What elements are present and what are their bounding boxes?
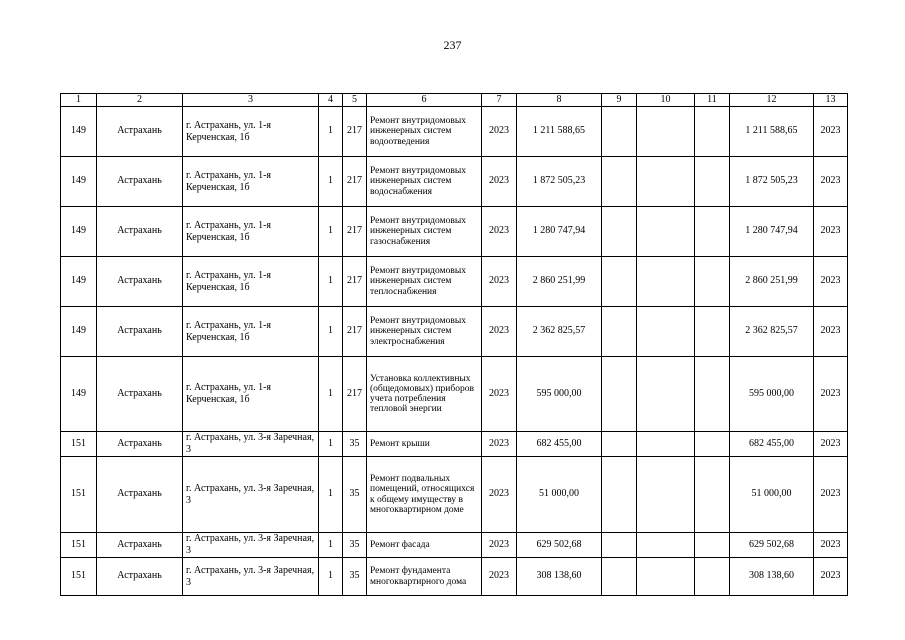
col-11-value-cell [695, 107, 730, 157]
cost-cell: 1 280 747,94 [517, 207, 602, 257]
col-11-value-cell [695, 533, 730, 558]
work-type-cell: Ремонт внутридомовых инженерных систем газоснабжения [367, 207, 482, 257]
year-cell: 2023 [482, 207, 517, 257]
col-4-value-cell: 1 [319, 207, 343, 257]
year-cell: 2023 [482, 558, 517, 596]
table-row [61, 257, 848, 307]
completion-year-cell: 2023 [814, 257, 848, 307]
col-9-value-cell [602, 107, 637, 157]
cost-cell: 2 860 251,99 [517, 257, 602, 307]
completion-year-cell: 2023 [814, 533, 848, 558]
col-4-value-cell: 1 [319, 157, 343, 207]
municipality-cell: Астрахань [97, 533, 183, 558]
address-cell: г. Астрахань, ул. 1-я Керченская, 1б [183, 257, 319, 307]
completion-year-cell: 2023 [814, 457, 848, 533]
municipality-cell: Астрахань [97, 357, 183, 432]
work-type-cell: Ремонт внутридомовых инженерных систем теплоснабжения [367, 257, 482, 307]
col-header: 3 [183, 94, 319, 107]
work-type-cell: Ремонт внутридомовых инженерных систем электроснабжения [367, 307, 482, 357]
year-cell: 2023 [482, 357, 517, 432]
completion-year-cell: 2023 [814, 157, 848, 207]
address-cell: г. Астрахань, ул. 1-я Керченская, 1б [183, 157, 319, 207]
row-number-cell: 149 [61, 257, 97, 307]
col-10-value-cell [637, 357, 695, 432]
address-cell: г. Астрахань, ул. 1-я Керченская, 1б [183, 307, 319, 357]
cost-cell: 1 211 588,65 [517, 107, 602, 157]
col-9-value-cell [602, 307, 637, 357]
col-9-value-cell [602, 257, 637, 307]
row-number-cell: 149 [61, 307, 97, 357]
cost-total-cell: 1 211 588,65 [730, 107, 814, 157]
cost-total-cell: 1 280 747,94 [730, 207, 814, 257]
municipality-cell: Астрахань [97, 107, 183, 157]
cost-total-cell: 682 455,00 [730, 432, 814, 457]
cost-cell: 595 000,00 [517, 357, 602, 432]
col-header: 12 [730, 94, 814, 107]
col-header: 4 [319, 94, 343, 107]
completion-year-cell: 2023 [814, 357, 848, 432]
completion-year-cell: 2023 [814, 107, 848, 157]
row-number-cell: 149 [61, 157, 97, 207]
address-cell: г. Астрахань, ул. 1-я Керченская, 1б [183, 207, 319, 257]
cost-cell: 1 872 505,23 [517, 157, 602, 207]
col-9-value-cell [602, 558, 637, 596]
col-10-value-cell [637, 207, 695, 257]
completion-year-cell: 2023 [814, 307, 848, 357]
table-row [61, 207, 848, 257]
work-type-cell: Ремонт фундамента многоквартирного дома [367, 558, 482, 596]
col-9-value-cell [602, 457, 637, 533]
col-header: 7 [482, 94, 517, 107]
col-header: 9 [602, 94, 637, 107]
cost-total-cell: 1 872 505,23 [730, 157, 814, 207]
col-5-value-cell: 217 [343, 307, 367, 357]
municipality-cell: Астрахань [97, 207, 183, 257]
table-row [61, 157, 848, 207]
year-cell: 2023 [482, 457, 517, 533]
work-type-cell: Ремонт фасада [367, 533, 482, 558]
municipality-cell: Астрахань [97, 307, 183, 357]
col-4-value-cell: 1 [319, 432, 343, 457]
table-row [61, 357, 848, 432]
col-5-value-cell: 35 [343, 533, 367, 558]
col-10-value-cell [637, 457, 695, 533]
col-10-value-cell [637, 107, 695, 157]
col-header: 2 [97, 94, 183, 107]
address-cell: г. Астрахань, ул. 3-я Заречная, 3 [183, 432, 319, 457]
col-11-value-cell [695, 157, 730, 207]
col-5-value-cell: 217 [343, 207, 367, 257]
col-header: 6 [367, 94, 482, 107]
col-5-value-cell: 217 [343, 157, 367, 207]
cost-total-cell: 629 502,68 [730, 533, 814, 558]
municipality-cell: Астрахань [97, 558, 183, 596]
col-9-value-cell [602, 432, 637, 457]
cost-total-cell: 2 860 251,99 [730, 257, 814, 307]
municipality-cell: Астрахань [97, 457, 183, 533]
address-cell: г. Астрахань, ул. 3-я Заречная, 3 [183, 558, 319, 596]
address-cell: г. Астрахань, ул. 1-я Керченская, 1б [183, 107, 319, 157]
col-4-value-cell: 1 [319, 357, 343, 432]
col-11-value-cell [695, 457, 730, 533]
col-11-value-cell [695, 357, 730, 432]
row-number-cell: 149 [61, 207, 97, 257]
work-type-cell: Ремонт крыши [367, 432, 482, 457]
col-5-value-cell: 35 [343, 432, 367, 457]
table-row [61, 533, 848, 558]
cost-cell: 51 000,00 [517, 457, 602, 533]
col-11-value-cell [695, 432, 730, 457]
address-cell: г. Астрахань, ул. 3-я Заречная, 3 [183, 457, 319, 533]
col-4-value-cell: 1 [319, 307, 343, 357]
cost-cell: 682 455,00 [517, 432, 602, 457]
cost-total-cell: 51 000,00 [730, 457, 814, 533]
col-5-value-cell: 217 [343, 107, 367, 157]
col-4-value-cell: 1 [319, 558, 343, 596]
completion-year-cell: 2023 [814, 432, 848, 457]
completion-year-cell: 2023 [814, 207, 848, 257]
col-10-value-cell [637, 533, 695, 558]
address-cell: г. Астрахань, ул. 3-я Заречная, 3 [183, 533, 319, 558]
col-10-value-cell [637, 257, 695, 307]
cost-cell: 308 138,60 [517, 558, 602, 596]
year-cell: 2023 [482, 432, 517, 457]
col-4-value-cell: 1 [319, 457, 343, 533]
work-type-cell: Ремонт подвальных помещений, относящихся к общему имуществу в многоквартирном доме [367, 457, 482, 533]
col-11-value-cell [695, 307, 730, 357]
row-number-cell: 149 [61, 107, 97, 157]
col-header: 8 [517, 94, 602, 107]
year-cell: 2023 [482, 257, 517, 307]
col-header: 1 [61, 94, 97, 107]
municipality-cell: Астрахань [97, 432, 183, 457]
col-header: 13 [814, 94, 848, 107]
work-type-cell: Установка коллективных (общедомовых) приборов учета потребления тепловой энергии [367, 357, 482, 432]
col-9-value-cell [602, 157, 637, 207]
data-table [60, 93, 848, 596]
col-9-value-cell [602, 207, 637, 257]
address-cell: г. Астрахань, ул. 1-я Керченская, 1б [183, 357, 319, 432]
col-5-value-cell: 217 [343, 357, 367, 432]
row-number-cell: 151 [61, 432, 97, 457]
col-header: 5 [343, 94, 367, 107]
completion-year-cell: 2023 [814, 558, 848, 596]
cost-total-cell: 595 000,00 [730, 357, 814, 432]
row-number-cell: 151 [61, 558, 97, 596]
year-cell: 2023 [482, 307, 517, 357]
col-10-value-cell [637, 307, 695, 357]
cost-cell: 2 362 825,57 [517, 307, 602, 357]
work-type-cell: Ремонт внутридомовых инженерных систем водоотведения [367, 107, 482, 157]
work-type-cell: Ремонт внутридомовых инженерных систем водоснабжения [367, 157, 482, 207]
table-row [61, 457, 848, 533]
col-4-value-cell: 1 [319, 257, 343, 307]
cost-total-cell: 308 138,60 [730, 558, 814, 596]
municipality-cell: Астрахань [97, 157, 183, 207]
col-10-value-cell [637, 558, 695, 596]
municipality-cell: Астрахань [97, 257, 183, 307]
col-9-value-cell [602, 357, 637, 432]
cost-cell: 629 502,68 [517, 533, 602, 558]
col-10-value-cell [637, 432, 695, 457]
year-cell: 2023 [482, 107, 517, 157]
col-header: 10 [637, 94, 695, 107]
col-11-value-cell [695, 207, 730, 257]
table-row [61, 558, 848, 596]
header-row [61, 94, 848, 107]
col-header: 11 [695, 94, 730, 107]
page-number: 237 [443, 38, 462, 52]
table-row [61, 107, 848, 157]
col-4-value-cell: 1 [319, 533, 343, 558]
col-9-value-cell [602, 533, 637, 558]
table-row [61, 432, 848, 457]
col-4-value-cell: 1 [319, 107, 343, 157]
col-5-value-cell: 35 [343, 558, 367, 596]
table-row [61, 307, 848, 357]
row-number-cell: 151 [61, 457, 97, 533]
col-11-value-cell [695, 558, 730, 596]
row-number-cell: 149 [61, 357, 97, 432]
col-11-value-cell [695, 257, 730, 307]
year-cell: 2023 [482, 157, 517, 207]
cost-total-cell: 2 362 825,57 [730, 307, 814, 357]
col-5-value-cell: 217 [343, 257, 367, 307]
year-cell: 2023 [482, 533, 517, 558]
row-number-cell: 151 [61, 533, 97, 558]
col-5-value-cell: 35 [343, 457, 367, 533]
col-10-value-cell [637, 157, 695, 207]
